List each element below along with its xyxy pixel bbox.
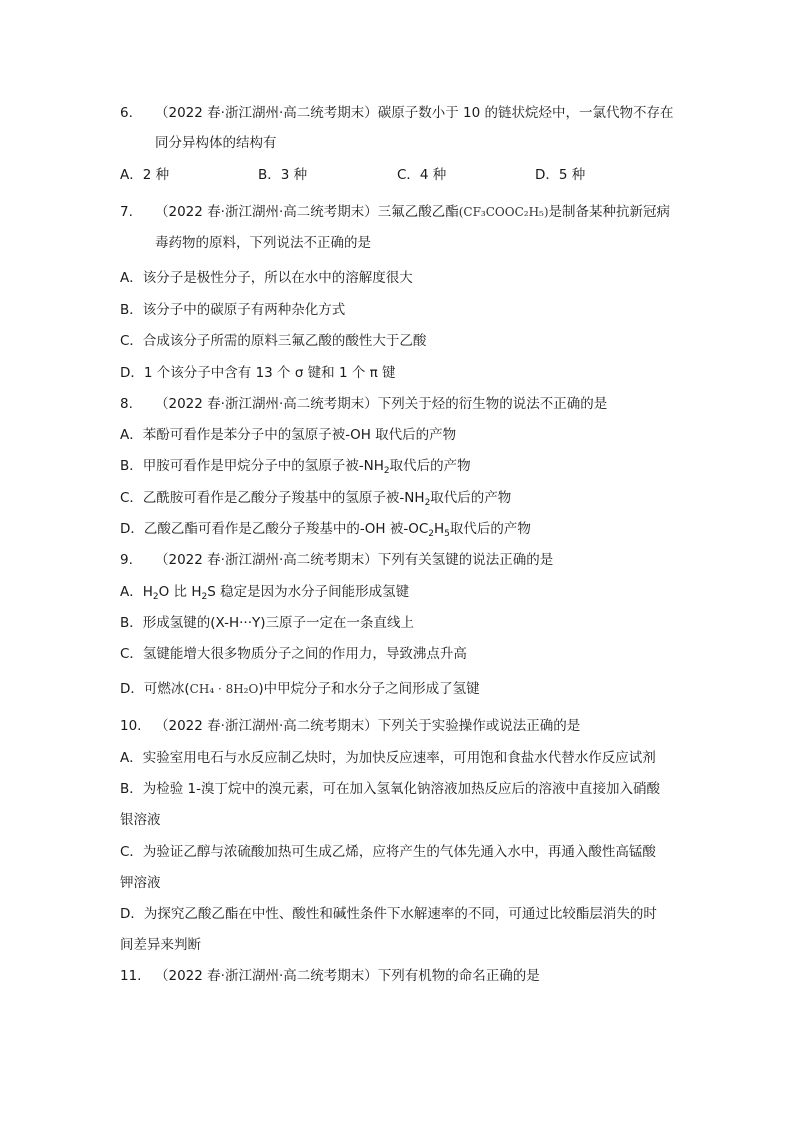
question-8-text: （2022 春·浙江湖州·高二统考期末）下列关于烃的衍生物的说法不正确的是 — [155, 396, 608, 412]
question-10-option-c-cont: 钾溶液 — [120, 875, 161, 891]
question-9-number: 9. — [120, 552, 133, 568]
question-10-option-d: D．为探究乙酸乙酯在中性、酸性和碱性条件下水解速率的不同，可通过比较酯层消失的时 — [120, 906, 657, 922]
question-6-text-cont: 同分异构体的结构有 — [155, 135, 277, 151]
question-11-number: 11. — [120, 968, 142, 984]
question-10-option-a: A．实验室用电石与水反应制乙炔时，为加快反应速率，可用饱和食盐水代替水作反应试剂 — [120, 750, 656, 766]
question-9-option-a: A．$H_2O$ 比 $H_2S$ 稳定是因为水分子间能形成氢键 — [120, 584, 410, 602]
question-6-option-a: A．2 种 — [120, 167, 170, 183]
question-8-number: 8. — [120, 396, 133, 412]
q9-formula: CH₄ · 8H₂O — [189, 682, 259, 696]
question-9-option-b: B．形成氢键的(X-H···Y)三原子一定在一条直线上 — [120, 615, 415, 631]
question-11-text: （2022 春·浙江湖州·高二统考期末）下列有机物的命名正确的是 — [155, 968, 540, 984]
question-6-text: （2022 春·浙江湖州·高二统考期末）碳原子数小于 10 的链状烷烃中，一氯代物不存在 — [155, 105, 674, 121]
question-7-text: （2022 春·浙江湖州·高二统考期末）三氟乙酸乙酯(CF₃COOC₂H₅)是制备某种抗新冠病 — [155, 204, 671, 220]
question-7-option-d: D．1 个该分子中含有 13 个 σ 键和 1 个 π 键 — [120, 365, 396, 381]
question-10-option-d-cont: 间差异来判断 — [120, 937, 201, 953]
question-9-option-c: C．氢键能增大很多物质分子之间的作用力，导致沸点升高 — [120, 646, 467, 662]
question-9-option-d: D．可燃冰(CH₄ · 8H₂O)中甲烷分子和水分子之间形成了氢键 — [120, 681, 480, 697]
question-6-option-d: D．5 种 — [535, 167, 586, 183]
question-10-number: 10. — [120, 718, 142, 734]
question-8-option-d: D．乙酸乙酯可看作是乙酸分子羧基中的-OH 被$-OC_2H_5$取代后的产物 — [120, 521, 531, 539]
question-9-text: （2022 春·浙江湖州·高二统考期末）下列有关氢键的说法正确的是 — [155, 552, 554, 568]
question-8-option-a: A．苯酚可看作是苯分子中的氢原子被-OH 取代后的产物 — [120, 427, 457, 443]
question-7-option-b: B．该分子中的碳原子有两种杂化方式 — [120, 302, 346, 318]
question-6-option-b: B．3 种 — [258, 167, 308, 183]
question-10-option-c: C．为验证乙醇与浓硫酸加热可生成乙烯，应将产生的气体先通入水中，再通入酸性高锰酸 — [120, 844, 656, 860]
question-8-option-b: B．甲胺可看作是甲烷分子中的氢原子被$-NH_2$取代后的产物 — [120, 458, 471, 476]
question-7-option-c: C．合成该分子所需的原料三氟乙酸的酸性大于乙酸 — [120, 333, 427, 349]
question-10-text: （2022 春·浙江湖州·高二统考期末）下列关于实验操作或说法正确的是 — [155, 718, 581, 734]
q7-formula: (CF₃COOC₂H₅) — [458, 205, 549, 219]
question-7-number: 7. — [120, 204, 133, 220]
question-7-text-cont: 毒药物的原料，下列说法不正确的是 — [155, 235, 371, 251]
question-6-number: 6. — [120, 105, 133, 121]
question-10-option-b-cont: 银溶液 — [120, 812, 161, 828]
question-6-option-c: C．4 种 — [397, 167, 447, 183]
question-7-option-a: A．该分子是极性分子，所以在水中的溶解度很大 — [120, 270, 413, 286]
question-8-option-c: C．乙酰胺可看作是乙酸分子羧基中的氢原子被$-NH_2$取代后的产物 — [120, 490, 512, 508]
question-10-option-b: B．为检验 1-溴丁烷中的溴元素，可在加入氢氧化钠溶液加热反应后的溶液中直接加入硝酸 — [120, 781, 661, 797]
